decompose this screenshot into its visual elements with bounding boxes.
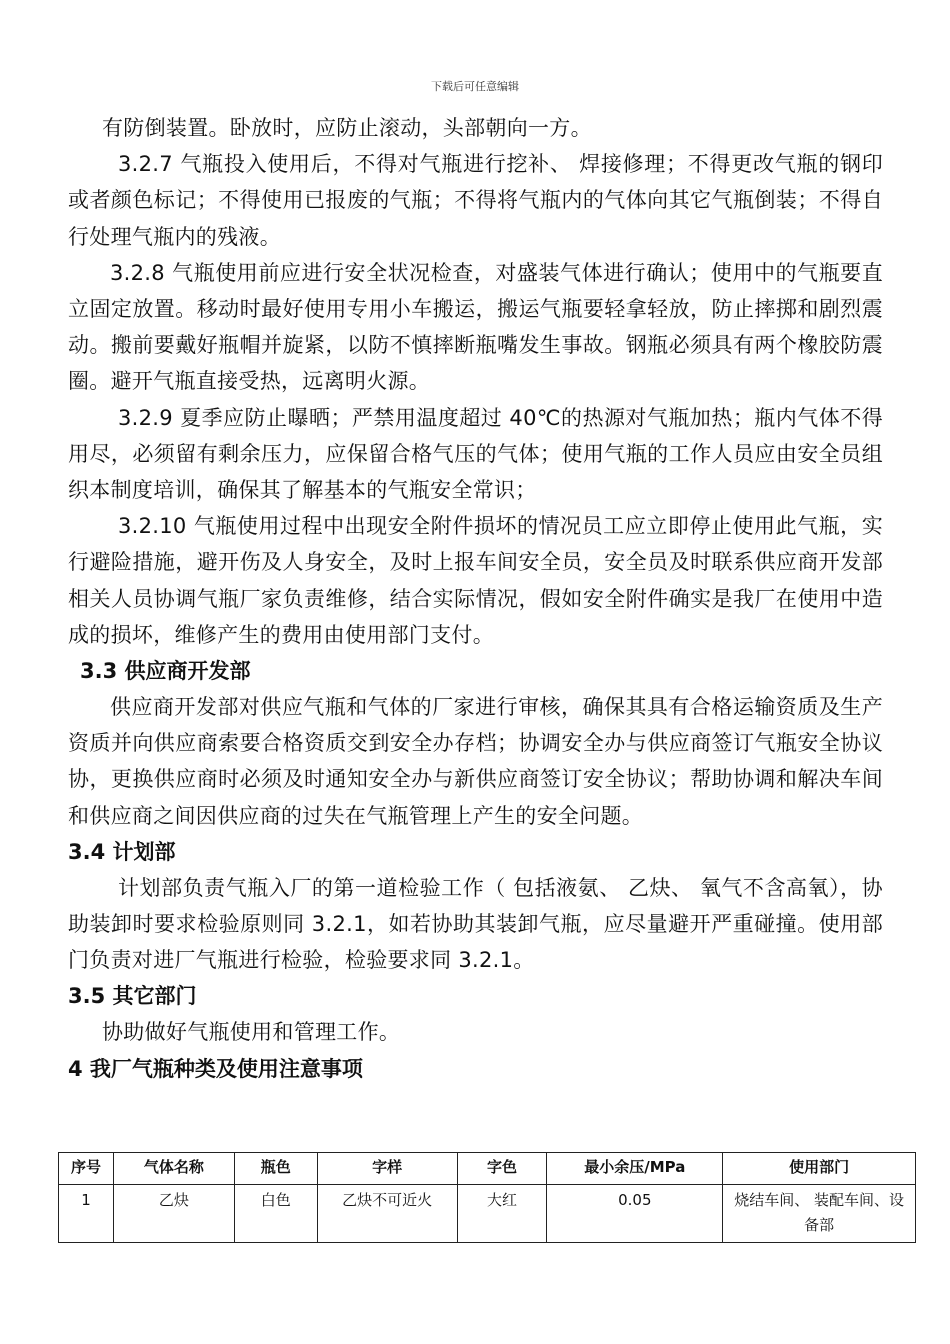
paragraph-3-2-8: 3.2.8 气瓶使用前应进行安全状况检查，对盛装气体进行确认；使用中的气瓶要直立固定放置。移动时最好使用专用小车搬运，搬运气瓶要轻拿轻放，防止摔掷和剧烈震动。搬前要戴好瓶帽并旋紧，以防不慎摔断瓶嘴发生事故。钢瓶必须具有两个橡胶防震圈。避开气瓶直接受热，远离明火源。: [68, 260, 883, 394]
gas-cylinder-table-wrapper: [58, 1152, 916, 1243]
document-body: [68, 110, 883, 1087]
section-heading-4: 4 我厂气瓶种类及使用注意事项: [68, 1056, 363, 1081]
table-cell: 1: [59, 1185, 114, 1243]
table-header: 字样: [317, 1153, 457, 1185]
header-note: 下载后可任意编辑: [431, 80, 519, 93]
paragraph-3-3: 供应商开发部对供应气瓶和气体的厂家进行审核，确保其具有合格运输资质及生产资质并向供应商索要合格资质交到安全办存档；协调安全办与供应商签订气瓶安全协议协，更换供应商时必须及时通知安全办与新供应商签订安全协议；帮助协调和解决车间和供应商之间因供应商的过失在气瓶管理上产生的安全问题。: [68, 695, 883, 828]
table-cell: 大红: [457, 1185, 547, 1243]
table-header: 序号: [59, 1153, 114, 1185]
table-header: 使用部门: [723, 1153, 916, 1185]
table-header-row: [59, 1153, 916, 1185]
table-header: 最小余压/MPa: [547, 1153, 723, 1185]
paragraph-3-2-10: 3.2.10 气瓶使用过程中出现安全附件损坏的情况员工应立即停止使用此气瓶，实行避险措施，避开伤及人身安全，及时上报车间安全员，安全员及时联系供应商开发部相关人员协调气瓶厂家负责维修，结合实际情况，假如安全附件确实是我厂在使用中造成的损坏，维修产生的费用由使用部门支付。: [68, 514, 883, 647]
section-heading-3-4: 3.4 计划部: [68, 839, 176, 864]
table-header: 字色: [457, 1153, 547, 1185]
table-cell: 白色: [234, 1185, 317, 1243]
section-heading-3-5: 3.5 其它部门: [68, 984, 197, 1009]
paragraph-3-4: 计划部负责气瓶入厂的第一道检验工作（ 包括液氨、 乙炔、 氧气不含高氧），协助装卸时要求检验原则同 3.2.1，如若协助其装卸气瓶，应尽量避开严重碰撞。使用部门负责对进厂气瓶进行检验，检验要求同 3.2.1。: [68, 875, 883, 973]
paragraph-3-2-9: 3.2.9 夏季应防止曝晒；严禁用温度超过 40℃的热源对气瓶加热；瓶内气体不得用尽，必须留有剩余压力，应保留合格气压的气体；使用气瓶的工作人员应由安全员组织本制度培训，确保其了解基本的气瓶安全常识；: [68, 405, 883, 503]
table-row: [59, 1185, 916, 1243]
paragraph-3-2-7: 3.2.7 气瓶投入使用后，不得对气瓶进行挖补、 焊接修理；不得更改气瓶的钢印或者颜色标记；不得使用已报废的气瓶；不得将气瓶内的气体向其它气瓶倒装；不得自行处理气瓶内的残液。: [68, 152, 883, 249]
table-cell: 烧结车间、 装配车间、设备部: [723, 1185, 916, 1243]
gas-cylinder-table: [58, 1152, 916, 1243]
table-cell: 乙炔不可近火: [317, 1185, 457, 1243]
paragraph-3-5: 协助做好气瓶使用和管理工作。: [102, 1020, 401, 1045]
section-heading-3-3: 3.3 供应商开发部: [80, 659, 251, 684]
table-cell: 0.05: [547, 1185, 723, 1243]
table-header: 气体名称: [113, 1153, 234, 1185]
table-cell: 乙炔: [113, 1185, 234, 1243]
paragraph: 有防倒装置。卧放时，应防止滚动，头部朝向一方。: [102, 116, 592, 140]
table-header: 瓶色: [234, 1153, 317, 1185]
